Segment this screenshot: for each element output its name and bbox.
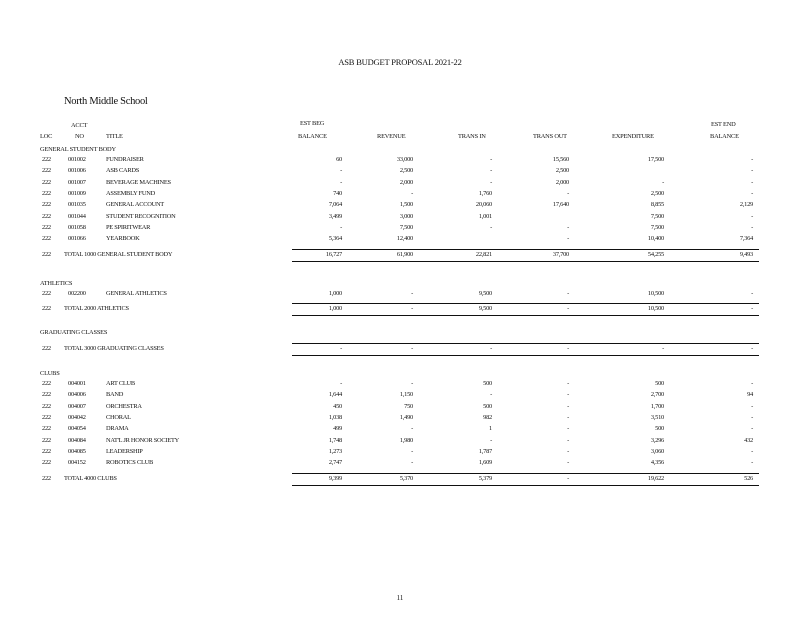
total-amount-cell: - [340,345,342,352]
total-amount-cell: - [751,305,753,313]
table-row [0,426,800,436]
total-amount-cell: - [411,345,413,352]
amount-cell: 7,364 [739,235,753,243]
amount-cell: - [567,402,569,410]
section-heading: GRADUATING CLASSES [40,329,108,336]
title-cell: NAT'L JR HONOR SOCIETY [106,436,179,444]
amount-cell: - [340,224,342,232]
total-label: TOTAL 4000 CLUBS [64,474,117,482]
total-amount-cell: 5,379 [478,474,492,482]
loc-cell: 222 [42,167,51,175]
total-bottom-rule [292,355,759,356]
amount-cell: 3,296 [650,436,664,444]
title-cell: LEADERSHIP [106,448,143,456]
loc-cell: 222 [42,436,51,444]
loc-cell: 222 [42,459,51,467]
amount-cell: 2,000 [555,178,569,186]
amount-cell: 1,748 [328,436,342,444]
amount-cell: 1,644 [328,391,342,399]
amount-cell: 17,640 [552,201,569,209]
loc-cell: 222 [42,414,51,422]
acct-no-cell: 004152 [68,459,86,467]
amount-cell: - [567,380,569,387]
amount-cell: - [567,448,569,456]
loc-cell: 222 [42,474,51,482]
amount-cell: 33,000 [396,156,413,163]
amount-cell: 2,000 [399,178,413,186]
amount-cell: - [567,235,569,243]
amount-cell: - [751,402,753,410]
loc-cell: 222 [42,345,51,352]
amount-cell: 500 [655,425,664,433]
header-no: NO [75,133,84,140]
amount-cell: 1 [489,425,492,433]
total-rule [292,249,759,250]
amount-cell: 1,980 [399,436,413,444]
acct-no-cell: 001002 [68,156,86,163]
amount-cell: - [490,156,492,163]
table-row [0,438,800,448]
amount-cell: 8,855 [650,201,664,209]
amount-cell: - [340,167,342,175]
page-number: 11 [396,594,404,602]
total-amount-cell: 54,255 [647,250,664,258]
total-amount-cell: - [567,345,569,352]
header-loc: LOC [40,133,53,140]
amount-cell: 1,760 [478,190,492,198]
loc-cell: 222 [42,425,51,433]
amount-cell: - [751,178,753,186]
amount-cell: 1,000 [328,290,342,297]
amount-cell: - [751,224,753,232]
amount-cell: 2,700 [650,391,664,399]
amount-cell: - [411,459,413,467]
amount-cell: - [751,156,753,163]
total-amount-cell: 5,370 [399,474,413,482]
amount-cell: - [490,436,492,444]
header-end-balance: BALANCE [710,133,739,140]
total-bottom-rule [292,315,759,316]
acct-no-cell: 001009 [68,190,86,198]
amount-cell: 2,129 [739,201,753,209]
title-cell: GENERAL ACCOUNT [106,201,164,209]
amount-cell: 500 [483,380,492,387]
total-amount-cell: 1,000 [328,305,342,313]
loc-cell: 222 [42,448,51,456]
amount-cell: - [567,459,569,467]
total-label: TOTAL 1000 GENERAL STUDENT BODY [64,250,173,258]
loc-cell: 222 [42,235,51,243]
acct-no-cell: 004084 [68,436,86,444]
total-amount-cell: 22,821 [475,250,492,258]
amount-cell: 1,273 [328,448,342,456]
loc-cell: 222 [42,178,51,186]
acct-no-cell: 004006 [68,391,86,399]
amount-cell: - [490,167,492,175]
amount-cell: 432 [744,436,753,444]
table-row [0,168,800,178]
amount-cell: 2,747 [328,459,342,467]
table-row [0,404,800,414]
amount-cell: 1,038 [328,414,342,422]
school-name: North Middle School [64,96,148,107]
table-row [0,202,800,212]
section-heading: ATHLETICS [40,280,73,287]
acct-no-cell: 001058 [68,224,86,232]
amount-cell: - [567,436,569,444]
amount-cell: 10,500 [647,290,664,297]
amount-cell: 1,787 [478,448,492,456]
total-amount-cell: 9,493 [739,250,753,258]
amount-cell: - [411,190,413,198]
acct-no-cell: 004085 [68,448,86,456]
amount-cell: - [751,448,753,456]
total-amount-cell: 19,622 [647,474,664,482]
table-row [0,225,800,235]
header-expenditure: EXPENDITURE [612,133,654,140]
total-amount-cell: - [411,305,413,313]
amount-cell: - [411,425,413,433]
amount-cell: 500 [655,380,664,387]
title-cell: BEVERAGE MACHINES [106,178,171,186]
total-amount-cell: 61,900 [396,250,413,258]
table-row [0,392,800,402]
amount-cell: 60 [336,156,342,163]
acct-no-cell: 001066 [68,235,86,243]
title-cell: CHORAL [106,414,131,422]
total-amount-cell: - [490,345,492,352]
title-cell: YEARBOOK [106,235,140,243]
amount-cell: 3,000 [399,212,413,220]
title-cell: PE SPIRITWEAR [106,224,151,232]
amount-cell: 499 [333,425,342,433]
amount-cell: 500 [483,402,492,410]
amount-cell: 15,560 [552,156,569,163]
total-amount-cell: 9,500 [478,305,492,313]
loc-cell: 222 [42,224,51,232]
total-bottom-rule [292,261,759,262]
table-row [0,157,800,167]
amount-cell: - [567,425,569,433]
amount-cell: 2,500 [399,167,413,175]
amount-cell: - [751,167,753,175]
total-amount-cell: - [567,474,569,482]
amount-cell: 9,500 [478,290,492,297]
header-trans-in: TRANS IN [458,133,486,140]
amount-cell: 3,510 [650,414,664,422]
amount-cell: 94 [747,391,753,399]
title-cell: ASB CARDS [106,167,140,175]
total-rule [292,303,759,304]
table-row [0,180,800,190]
table-row [0,291,800,301]
loc-cell: 222 [42,201,51,209]
amount-cell: - [751,414,753,422]
title-cell: ORCHESTRA [106,402,142,410]
amount-cell: 7,064 [328,201,342,209]
total-amount-cell: 526 [744,474,753,482]
table-row [0,236,800,246]
amount-cell: - [751,425,753,433]
amount-cell: - [662,178,664,186]
loc-cell: 222 [42,250,51,258]
loc-cell: 222 [42,290,51,297]
amount-cell: 740 [333,190,342,198]
amount-cell: 1,150 [399,391,413,399]
amount-cell: - [567,290,569,297]
amount-cell: - [411,448,413,456]
amount-cell: - [751,380,753,387]
table-row [0,449,800,459]
amount-cell: 1,700 [650,402,664,410]
header-acct: ACCT [71,122,88,129]
acct-no-cell: 004042 [68,414,86,422]
section-heading: CLUBS [40,370,60,377]
amount-cell: - [490,178,492,186]
total-rule [292,473,759,474]
amount-cell: 1,609 [478,459,492,467]
amount-cell: - [751,212,753,220]
amount-cell: 7,500 [399,224,413,232]
table-row [0,214,800,224]
amount-cell: - [567,190,569,198]
amount-cell: - [567,224,569,232]
title-cell: FUNDRAISER [106,156,144,163]
amount-cell: 3,499 [328,212,342,220]
loc-cell: 222 [42,156,51,163]
title-cell: STUDENT RECOGNITION [106,212,176,220]
amount-cell: 1,001 [478,212,492,220]
total-amount-cell: 9,399 [328,474,342,482]
amount-cell: 17,500 [647,156,664,163]
loc-cell: 222 [42,190,51,198]
section-heading: GENERAL STUDENT BODY [40,146,116,153]
amount-cell: 12,400 [396,235,413,243]
amount-cell: 2,500 [555,167,569,175]
amount-cell: 3,060 [650,448,664,456]
header-est-end: EST END [711,121,736,128]
loc-cell: 222 [42,380,51,387]
table-row [0,460,800,470]
title-cell: GENERAL ATHLETICS [106,290,167,297]
amount-cell: - [567,414,569,422]
title-cell: ASSEMBLY FUND [106,190,155,198]
acct-no-cell: 001035 [68,201,86,209]
amount-cell: 5,364 [328,235,342,243]
table-row [0,415,800,425]
header-balance: BALANCE [298,133,327,140]
loc-cell: 222 [42,212,51,220]
total-label: TOTAL 2000 ATHLETICS [64,305,129,313]
amount-cell: - [340,178,342,186]
loc-cell: 222 [42,305,51,313]
amount-cell: - [411,290,413,297]
amount-cell: 750 [404,402,413,410]
amount-cell: - [751,290,753,297]
title-cell: ROBOTICS CLUB [106,459,153,467]
total-amount-cell: 37,700 [552,250,569,258]
header-est-beg: EST BEG [300,120,325,127]
amount-cell: 1,500 [399,201,413,209]
amount-cell: 450 [333,402,342,410]
header-trans-out: TRANS OUT [533,133,567,140]
table-row [0,381,800,391]
acct-no-cell: 001044 [68,212,86,220]
amount-cell: - [490,391,492,399]
page-title: ASB BUDGET PROPOSAL 2021-22 [338,57,462,67]
acct-no-cell: 001007 [68,178,86,186]
acct-no-cell: 001006 [68,167,86,175]
loc-cell: 222 [42,391,51,399]
amount-cell: 2,500 [650,190,664,198]
header-title: TITLE [106,133,123,140]
total-amount-cell: - [751,345,753,352]
title-cell: DRAMA [106,425,129,433]
amount-cell: - [411,380,413,387]
acct-no-cell: 004007 [68,402,86,410]
total-label: TOTAL 3000 GRADUATING CLASSES [64,345,164,352]
amount-cell: 10,400 [647,235,664,243]
acct-no-cell: 004054 [68,425,86,433]
header-revenue: REVENUE [377,133,406,140]
total-rule [292,343,759,344]
amount-cell: - [751,190,753,198]
amount-cell: - [490,224,492,232]
total-amount-cell: 16,727 [325,250,342,258]
total-amount-cell: 10,500 [647,305,664,313]
total-amount-cell: - [567,305,569,313]
amount-cell: 1,490 [399,414,413,422]
title-cell: BAND [106,391,124,399]
total-amount-cell: - [662,345,664,352]
acct-no-cell: 002200 [68,290,86,297]
amount-cell: 4,356 [650,459,664,467]
loc-cell: 222 [42,402,51,410]
amount-cell: 7,500 [650,224,664,232]
amount-cell: - [340,380,342,387]
amount-cell: 20,060 [475,201,492,209]
table-row [0,191,800,201]
amount-cell: - [567,391,569,399]
title-cell: ART CLUB [106,380,135,387]
acct-no-cell: 004001 [68,380,86,387]
amount-cell: 982 [483,414,492,422]
amount-cell: 7,500 [650,212,664,220]
amount-cell: - [751,459,753,467]
total-bottom-rule [292,485,759,486]
